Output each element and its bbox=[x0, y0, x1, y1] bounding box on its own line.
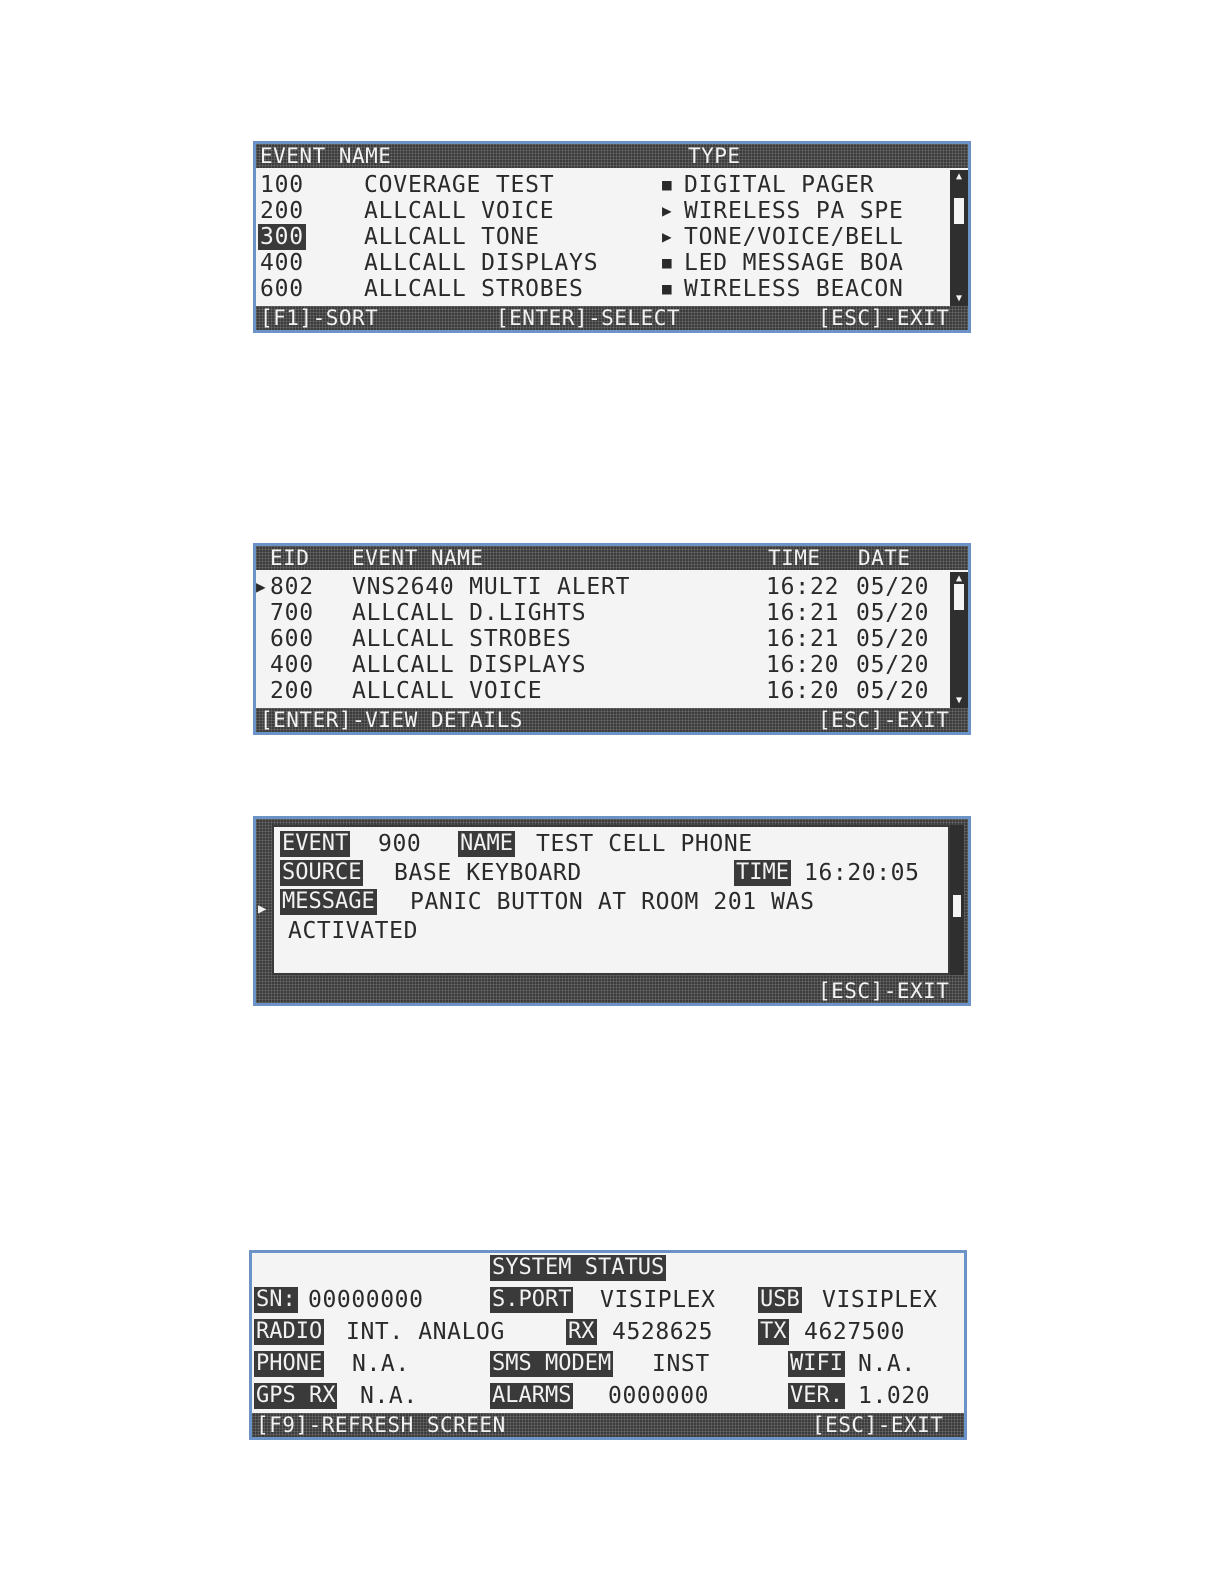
details-panel bbox=[272, 825, 950, 975]
event-id: 300 bbox=[260, 224, 304, 250]
sms-modem-value: INST bbox=[652, 1351, 710, 1377]
event-time: 16:20 bbox=[766, 652, 840, 678]
event-id: 600 bbox=[270, 626, 314, 652]
gps-rx-value: N.A. bbox=[360, 1383, 418, 1409]
header-date: DATE bbox=[858, 546, 911, 570]
tx-label: TX bbox=[760, 1319, 787, 1344]
scrollbar-thumb[interactable] bbox=[954, 198, 964, 224]
alarms-label: ALARMS bbox=[492, 1383, 572, 1408]
message-line-2: ACTIVATED bbox=[288, 918, 419, 944]
event-details-footer bbox=[256, 979, 968, 1003]
triangle-right-icon: ▶ bbox=[258, 901, 267, 917]
name-label: NAME bbox=[460, 831, 513, 856]
event-name: ALLCALL STROBES bbox=[364, 276, 584, 302]
rx-label: RX bbox=[568, 1319, 595, 1344]
event-time: 16:20 bbox=[766, 678, 840, 704]
triangle-right-icon: ▶ bbox=[662, 201, 673, 220]
event-type: WIRELESS BEACON bbox=[684, 276, 904, 302]
header-event-name: EVENT NAME bbox=[260, 144, 392, 168]
radio-value: INT. ANALOG bbox=[346, 1319, 505, 1345]
alarms-value: 0000000 bbox=[608, 1383, 710, 1409]
event-name: COVERAGE TEST bbox=[364, 172, 555, 198]
event-id: 802 bbox=[270, 574, 314, 600]
event-details-screen bbox=[253, 816, 971, 1006]
event-time: 16:21 bbox=[766, 600, 840, 626]
event-label: EVENT bbox=[282, 831, 349, 856]
event-id: 400 bbox=[270, 652, 314, 678]
sport-label: S.PORT bbox=[492, 1287, 572, 1312]
list-item[interactable] bbox=[256, 172, 950, 198]
message-label: MESSAGE bbox=[282, 889, 375, 914]
message-line-1: PANIC BUTTON AT ROOM 201 WAS bbox=[410, 889, 815, 915]
tx-value: 4627500 bbox=[804, 1319, 906, 1345]
event-time: 16:22 bbox=[766, 574, 840, 600]
table-row[interactable] bbox=[256, 678, 950, 704]
header-type: TYPE bbox=[688, 144, 741, 168]
event-id: 200 bbox=[270, 678, 314, 704]
event-id: 600 bbox=[260, 276, 304, 302]
sms-modem-label: SMS MODEM bbox=[492, 1351, 612, 1376]
table-row[interactable] bbox=[256, 626, 950, 652]
scrollbar[interactable] bbox=[950, 572, 968, 708]
event-type: LED MESSAGE BOA bbox=[684, 250, 904, 276]
sn-value: 00000000 bbox=[308, 1287, 424, 1313]
header-event-name: EVENT NAME bbox=[352, 546, 484, 570]
list-item[interactable] bbox=[256, 250, 950, 276]
header-eid: EID bbox=[270, 546, 310, 570]
name-value: TEST CELL PHONE bbox=[536, 831, 753, 857]
table-row[interactable] bbox=[256, 600, 950, 626]
event-date: 05/20 bbox=[856, 626, 930, 652]
event-name: ALLCALL VOICE bbox=[364, 198, 555, 224]
list-item[interactable] bbox=[256, 276, 950, 302]
event-type: WIRELESS PA SPE bbox=[684, 198, 904, 224]
sport-value: VISIPLEX bbox=[600, 1287, 716, 1313]
view-details-key-hint[interactable]: [ENTER]-VIEW DETAILS bbox=[260, 708, 523, 732]
table-row[interactable] bbox=[256, 652, 950, 678]
event-id: 400 bbox=[260, 250, 304, 276]
exit-key-hint[interactable]: [ESC]-EXIT bbox=[818, 306, 950, 330]
time-label: TIME bbox=[736, 860, 789, 885]
event-id: 200 bbox=[260, 198, 304, 224]
page-title: SYSTEM STATUS bbox=[492, 1255, 665, 1280]
event-name: ALLCALL DISPLAYS bbox=[352, 652, 587, 678]
triangle-right-icon: ▶ bbox=[256, 577, 267, 596]
event-log-screen bbox=[253, 543, 971, 735]
scrollbar-thumb[interactable] bbox=[954, 584, 964, 610]
event-type: TONE/VOICE/BELL bbox=[684, 224, 904, 250]
scrollbar[interactable] bbox=[950, 825, 964, 975]
gps-rx-label: GPS RX bbox=[256, 1383, 336, 1408]
select-key-hint[interactable]: [ENTER]-SELECT bbox=[496, 306, 681, 330]
usb-value: VISIPLEX bbox=[822, 1287, 938, 1313]
event-name: ALLCALL DISPLAYS bbox=[364, 250, 599, 276]
event-name: ALLCALL VOICE bbox=[352, 678, 543, 704]
source-label: SOURCE bbox=[282, 860, 362, 885]
header-time: TIME bbox=[768, 546, 821, 570]
event-date: 05/20 bbox=[856, 600, 930, 626]
table-row[interactable] bbox=[256, 574, 950, 600]
exit-key-hint[interactable]: [ESC]-EXIT bbox=[818, 708, 950, 732]
scroll-down-icon[interactable]: ▼ bbox=[955, 293, 963, 304]
radio-label: RADIO bbox=[256, 1319, 323, 1344]
triangle-right-icon: ▶ bbox=[662, 227, 673, 246]
event-id: 700 bbox=[270, 600, 314, 626]
event-date: 05/20 bbox=[856, 678, 930, 704]
event-time: 16:21 bbox=[766, 626, 840, 652]
square-icon: ■ bbox=[662, 279, 673, 298]
scrollbar-thumb[interactable] bbox=[953, 895, 961, 917]
event-name: ALLCALL D.LIGHTS bbox=[352, 600, 587, 626]
system-status-footer bbox=[252, 1413, 964, 1437]
source-value: BASE KEYBOARD bbox=[394, 860, 582, 886]
scroll-up-icon[interactable]: ▲ bbox=[955, 573, 963, 584]
version-value: 1.020 bbox=[858, 1383, 931, 1409]
event-name: ALLCALL STROBES bbox=[352, 626, 572, 652]
event-list-footer bbox=[256, 306, 968, 330]
time-value: 16:20:05 bbox=[804, 860, 920, 886]
square-icon: ■ bbox=[662, 253, 673, 272]
exit-key-hint[interactable]: [ESC]-EXIT bbox=[818, 979, 950, 1003]
event-name: VNS2640 MULTI ALERT bbox=[352, 574, 631, 600]
usb-label: USB bbox=[760, 1287, 800, 1312]
rx-value: 4528625 bbox=[612, 1319, 714, 1345]
event-name: ALLCALL TONE bbox=[364, 224, 540, 250]
refresh-key-hint[interactable]: [F9]-REFRESH SCREEN bbox=[256, 1413, 506, 1437]
scroll-down-icon[interactable]: ▼ bbox=[955, 695, 963, 706]
system-status-screen bbox=[249, 1250, 967, 1440]
square-icon: ■ bbox=[662, 175, 673, 194]
event-type: DIGITAL PAGER bbox=[684, 172, 875, 198]
version-label: VER. bbox=[790, 1383, 843, 1408]
event-date: 05/20 bbox=[856, 652, 930, 678]
scrollbar[interactable] bbox=[950, 170, 968, 306]
event-list-header bbox=[256, 144, 968, 168]
event-log-footer bbox=[256, 708, 968, 732]
sort-key-hint[interactable]: [F1]-SORT bbox=[260, 306, 379, 330]
event-log-header bbox=[256, 546, 968, 570]
phone-value: N.A. bbox=[352, 1351, 410, 1377]
event-id: 100 bbox=[260, 172, 304, 198]
event-select-screen bbox=[253, 141, 971, 333]
wifi-label: WIFI bbox=[790, 1351, 843, 1376]
exit-key-hint[interactable]: [ESC]-EXIT bbox=[812, 1413, 944, 1437]
sn-label: SN: bbox=[256, 1287, 296, 1312]
phone-label: PHONE bbox=[256, 1351, 323, 1376]
list-item[interactable] bbox=[256, 198, 950, 224]
event-value: 900 bbox=[378, 831, 422, 857]
list-item-selected[interactable] bbox=[256, 224, 950, 250]
scroll-up-icon[interactable]: ▲ bbox=[955, 171, 963, 182]
event-date: 05/20 bbox=[856, 574, 930, 600]
wifi-value: N.A. bbox=[858, 1351, 916, 1377]
